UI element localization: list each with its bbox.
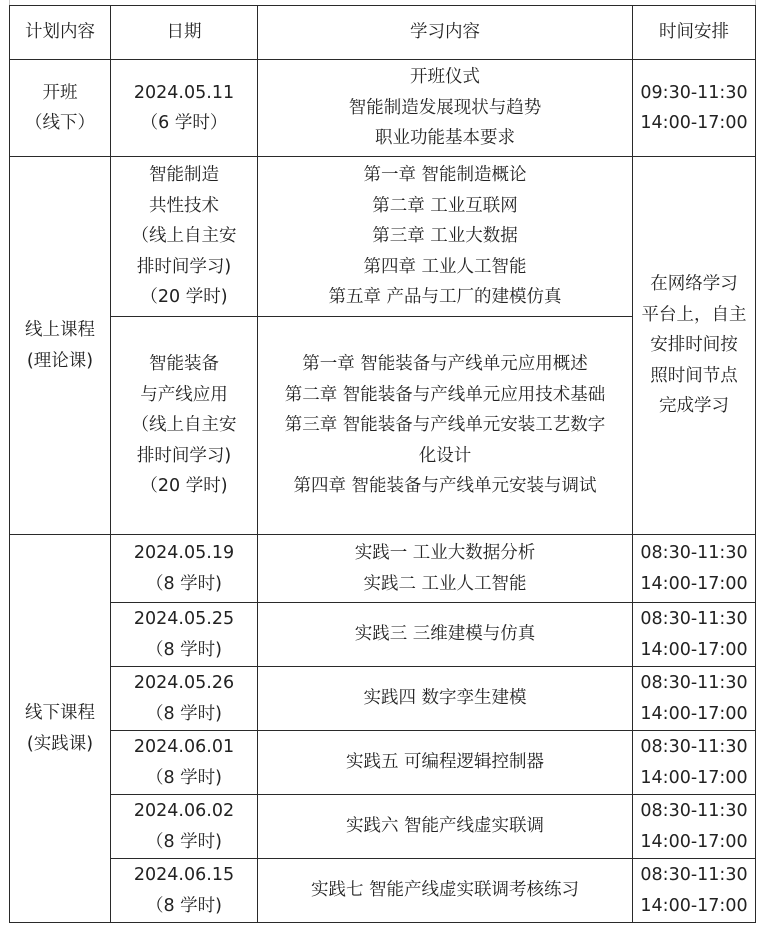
opening-content-line: 开班仪式: [410, 67, 480, 88]
schedule-table: [9, 5, 756, 923]
opening-plan-line: （线下）: [25, 113, 95, 133]
session-content-cell: [258, 731, 633, 795]
module-name-line: 排时间学习): [136, 445, 232, 466]
chapter-line: 第四章 智能装备与产线单元安装与调试: [293, 476, 597, 497]
session-content-cell: [258, 603, 633, 667]
opening-plan-line: 开班: [42, 82, 78, 103]
opening-content-line: 职业功能基本要求: [375, 128, 515, 149]
module-name-line: 共性技术: [149, 195, 219, 216]
chapter-line: 第三章 工业大数据: [372, 226, 518, 247]
module-name-line: 与产线应用: [140, 384, 228, 405]
session-content-cell: [258, 667, 633, 731]
session-time-cell: [633, 535, 756, 603]
session-time-line: 14:00-17:00: [640, 573, 748, 594]
session-hours: （8 学时): [145, 573, 223, 594]
online-time-line: 平台上，自主: [641, 304, 747, 325]
session-content-line: 实践一 工业大数据分析: [354, 543, 536, 563]
header-time: 时间安排: [633, 6, 756, 60]
header-content: 学习内容: [258, 6, 633, 60]
session-time-line: 14:00-17:00: [640, 767, 748, 788]
offline-plan-line: (实践课): [26, 733, 94, 754]
chapter-line: 第一章 智能装备与产线单元应用概述: [302, 354, 588, 375]
session-time-line: 08:30-11:30: [640, 609, 748, 629]
session-date: 2024.05.25: [133, 609, 235, 629]
online-time-line: 安排时间按: [650, 335, 738, 356]
opening-time-cell: [633, 60, 756, 157]
offline-plan-line: 线下课程: [25, 703, 95, 723]
chapter-line: 第一章 智能制造概论: [363, 165, 527, 186]
opening-time-line: 09:30-11:30: [640, 82, 748, 103]
session-date-cell: [111, 731, 258, 795]
session-time-line: 08:30-11:30: [640, 543, 748, 563]
chapter-line: 第三章 智能装备与产线单元安装工艺数字: [284, 415, 606, 436]
session-date: 2024.06.15: [133, 865, 235, 885]
module-name-line: （线上自主安: [131, 226, 237, 247]
offline-plan-cell: [10, 535, 111, 923]
online-time-line: 完成学习: [659, 396, 729, 417]
session-date-cell: [111, 535, 258, 603]
header-row: [10, 6, 756, 60]
header-date: 日期: [111, 6, 258, 60]
session-hours: （8 学时): [145, 895, 223, 916]
session-content-cell: [258, 535, 633, 603]
session-content-line: 实践六 智能产线虚实联调: [345, 816, 545, 837]
module-name-line: （20 学时): [140, 476, 228, 497]
session-content-line: 实践七 智能产线虚实联调考核练习: [310, 880, 580, 901]
header-plan: 计划内容: [10, 6, 111, 60]
session-content-line: 实践三 三维建模与仿真: [354, 624, 536, 645]
session-time-cell: [633, 667, 756, 731]
opening-plan-cell: [10, 60, 111, 157]
opening-date: 2024.05.11: [133, 82, 235, 103]
session-time-line: 08:30-11:30: [640, 673, 748, 693]
online-plan-line: 线上课程: [25, 320, 95, 340]
session-content-cell: [258, 859, 633, 923]
online-module-chapters-cell: [258, 157, 633, 317]
chapter-line: 化设计: [418, 445, 472, 466]
offline-session-row: [10, 859, 756, 923]
offline-session-row: [10, 731, 756, 795]
chapter-line: 第二章 工业互联网: [372, 195, 518, 216]
online-time-line: 在网络学习: [650, 274, 738, 295]
online-time-cell: [633, 157, 756, 535]
module-name-line: 智能制造: [149, 165, 219, 186]
offline-session-row: [10, 603, 756, 667]
session-date-cell: [111, 667, 258, 731]
offline-session-row: [10, 535, 756, 603]
session-time-line: 14:00-17:00: [640, 703, 748, 724]
session-hours: （8 学时): [145, 831, 223, 852]
opening-row: [10, 60, 756, 157]
session-time-line: 14:00-17:00: [640, 831, 748, 852]
opening-hours: （6 学时）: [140, 113, 228, 133]
session-content-line: 实践二 工业人工智能: [363, 573, 527, 594]
session-hours: （8 学时): [145, 639, 223, 660]
session-time-line: 08:30-11:30: [640, 801, 748, 821]
session-content-line: 实践五 可编程逻辑控制器: [345, 752, 545, 773]
session-content-cell: [258, 795, 633, 859]
opening-time-line: 14:00-17:00: [640, 113, 748, 133]
session-date: 2024.05.19: [133, 543, 235, 563]
session-time-line: 14:00-17:00: [640, 639, 748, 660]
session-date-cell: [111, 795, 258, 859]
online-module-name-cell: [111, 317, 258, 535]
session-time-cell: [633, 731, 756, 795]
session-date-cell: [111, 859, 258, 923]
session-date-cell: [111, 603, 258, 667]
opening-content-cell: [258, 60, 633, 157]
session-time-cell: [633, 795, 756, 859]
module-name-line: 智能装备: [149, 354, 219, 375]
online-module-chapters-cell: [258, 317, 633, 535]
online-plan-cell: [10, 157, 111, 535]
online-module-row: [10, 157, 756, 317]
module-name-line: （线上自主安: [131, 415, 237, 436]
opening-content-line: 智能制造发展现状与趋势: [348, 97, 542, 118]
session-time-line: 08:30-11:30: [640, 865, 748, 885]
session-date: 2024.05.26: [133, 673, 235, 693]
session-date: 2024.06.02: [133, 801, 235, 821]
online-plan-line: (理论课): [26, 350, 94, 371]
offline-session-row: [10, 795, 756, 859]
session-time-cell: [633, 603, 756, 667]
session-content-line: 实践四 数字孪生建模: [363, 688, 527, 709]
online-module-name-cell: [111, 157, 258, 317]
session-hours: （8 学时): [145, 767, 223, 788]
session-hours: （8 学时): [145, 703, 223, 724]
opening-date-cell: [111, 60, 258, 157]
session-time-line: 08:30-11:30: [640, 737, 748, 757]
session-time-cell: [633, 859, 756, 923]
offline-session-row: [10, 667, 756, 731]
session-date: 2024.06.01: [133, 737, 235, 757]
chapter-line: 第四章 工业人工智能: [363, 256, 527, 277]
module-name-line: 排时间学习): [136, 256, 232, 277]
session-time-line: 14:00-17:00: [640, 895, 748, 916]
chapter-line: 第二章 智能装备与产线单元应用技术基础: [284, 384, 606, 405]
chapter-line: 第五章 产品与工厂的建模仿真: [328, 287, 562, 308]
online-time-line: 照时间节点: [650, 365, 738, 386]
module-name-line: （20 学时): [140, 287, 228, 308]
